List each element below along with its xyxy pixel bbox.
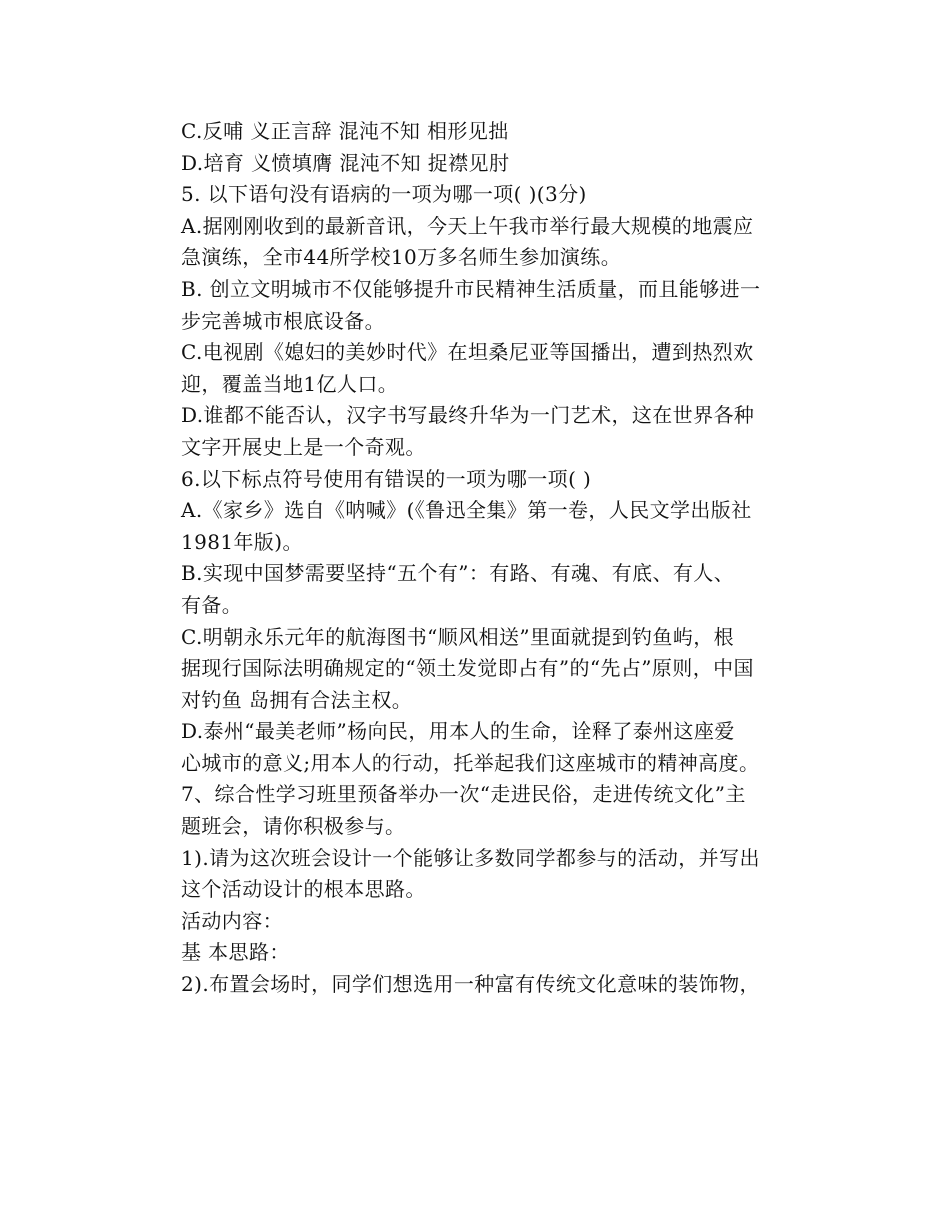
text-line: C.电视剧《媳妇的美妙时代》在坦桑尼亚等国播出，遭到热烈欢 [181,340,754,365]
text-line: 步完善城市根底设备。 [181,308,385,333]
text-line: D.培育 义愤填膺 混沌不知 捉襟见肘 [181,150,510,175]
text-line: 急演练，全市44所学校10万多名师生参加演练。 [181,245,622,270]
text-line: A.《家乡》选自《呐喊》(《鲁迅全集》第一卷，人民文学出版社 [181,498,752,523]
paragraph-question-7-2 [141,969,813,1001]
text-line: 2).布置会场时，同学们想选用一种富有传统文化意味的装饰物， [181,972,760,997]
text-line: 这个活动设计的根本思路。 [181,877,426,902]
paragraph-question-6 [141,464,813,496]
paragraph-option-5c [141,337,813,400]
text-line: 基 本思路： [181,940,290,965]
text-line: 题班会，请你积极参与。 [181,814,406,839]
text-line: 1981年版)。 [181,529,303,554]
document-body [141,116,813,1001]
text-line: 6.以下标点符号使用有错误的一项为哪一项( ) [181,466,592,491]
paragraph-option-5b [141,274,813,337]
text-line: 活动内容： [181,908,283,933]
text-line: 有备。 [181,592,243,617]
paragraph-option-6d [141,716,813,779]
text-line: B. 创立文明城市不仅能够提升市民精神生活质量，而且能够进一 [181,276,761,301]
text-line: 1).请为这次班会设计一个能够让多数同学都参与的活动，并写出 [181,845,760,870]
paragraph-option-4c [141,116,813,148]
text-line: 7、综合性学习班里预备举办一次“走进民俗，走进传统文化”主 [181,782,746,807]
paragraph-option-4d [141,148,813,180]
paragraph-question-7 [141,779,813,842]
paragraph-question-5 [141,179,813,211]
text-line: C.反哺 义正言辞 混沌不知 相形见拙 [181,119,509,143]
paragraph-basic-idea-label [141,937,813,969]
paragraph-question-7-1 [141,843,813,906]
paragraph-option-6b [141,558,813,621]
text-line: 5. 以下语句没有语病的一项为哪一项( )(3分) [181,182,587,207]
paragraph-option-5d [141,400,813,463]
text-line: 据现行国际法明确规定的“领土发觉即占有”的“先占”原则，中国 [181,656,754,681]
text-line: 文字开展史上是一个奇观。 [181,434,426,459]
text-line: C.明朝永乐元年的航海图书“顺风相送”里面就提到钓鱼屿，根 [181,624,734,649]
text-line: 对钓鱼 岛拥有合法主权。 [181,687,413,712]
text-line: A.据刚刚收到的最新音讯，今天上午我市举行最大规模的地震应 [181,213,754,238]
text-line: D.泰州“最美老师”杨向民，用本人的生命，诠释了泰州这座爱 [181,719,735,744]
paragraph-activity-content-label [141,906,813,938]
paragraph-option-5a [141,211,813,274]
paragraph-option-6c [141,622,813,717]
text-line: 心城市的意义;用本人的行动，托举起我们这座城市的精神高度。 [181,750,760,775]
text-line: B.实现中国梦需要坚持“五个有”：有路、有魂、有底、有人、 [181,561,735,586]
text-line: D.谁都不能否认，汉字书写最终升华为一门艺术，这在世界各种 [181,403,755,428]
paragraph-option-6a [141,495,813,558]
text-line: 迎，覆盖当地1亿人口。 [181,371,399,396]
